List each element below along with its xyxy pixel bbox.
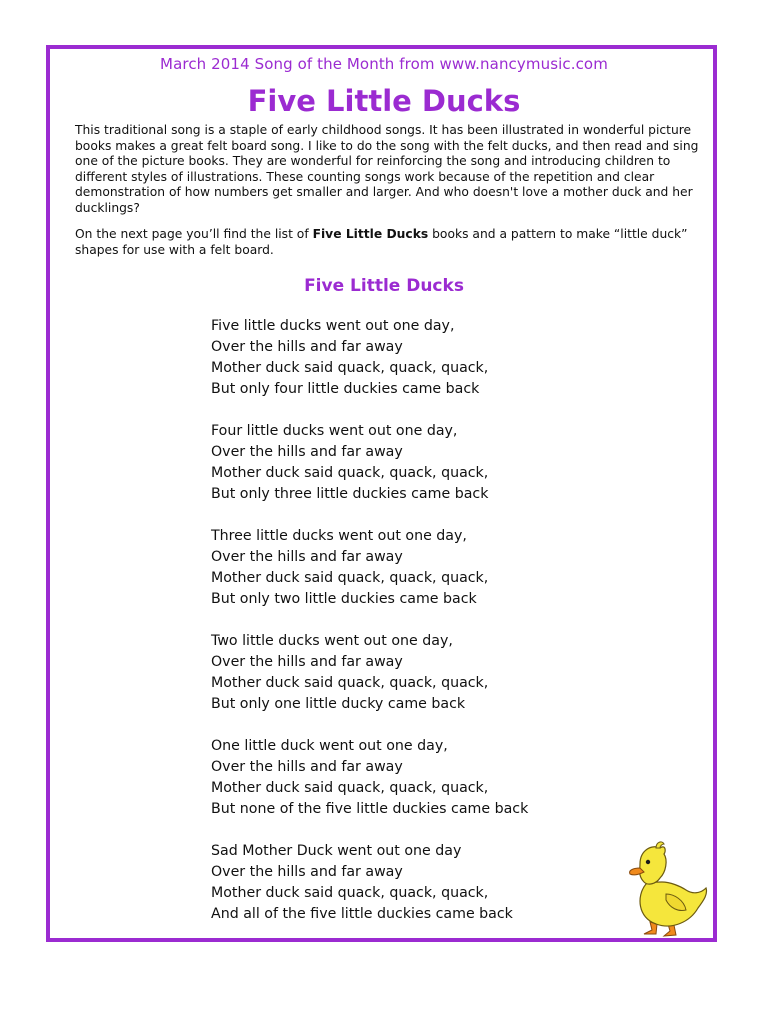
lyric-line: And all of the five little duckies came back — [211, 906, 513, 922]
intro-paragraph: This traditional song is a staple of early childhood songs. It has been illustrated in wonderful picture books makes a great felt board song. I like to do the song with the felt ducks, and then read and sing one of the picture books. They are wonderful for reinforcing the song and introducing children to different styles of illustrations. These counting songs work because of the repetition and clear demonstration of how numbers get smaller and larger. And who doesn't love a mother duck and her ducklings? — [75, 123, 699, 215]
next-page-suffix: books and a pattern to make “little duck” shapes for use with a felt board. — [75, 227, 688, 257]
duck-head — [640, 847, 666, 884]
duck-eye — [646, 860, 650, 864]
lyric-line: Five little ducks went out one day, — [211, 318, 455, 334]
verse-2 — [211, 421, 631, 505]
next-page-prefix: On the next page you’ll find the list of — [75, 227, 313, 241]
verse-5 — [211, 736, 631, 820]
lyric-line: But only one little ducky came back — [211, 696, 466, 712]
book-title-reference: Five Little Ducks — [312, 227, 429, 241]
lyric-line: Over the hills and far away — [211, 444, 403, 460]
lyric-line: Two little ducks went out one day, — [211, 633, 453, 649]
lyric-line: One little duck went out one day, — [211, 738, 448, 754]
verse-6 — [211, 841, 631, 925]
song-title: Five Little Ducks — [304, 276, 464, 296]
verse-1 — [211, 316, 631, 400]
verse-4 — [211, 631, 631, 715]
lyric-line: Mother duck said quack, quack, quack, — [211, 885, 489, 901]
song-lyrics — [211, 316, 631, 946]
lyric-line: But none of the five little duckies came back — [211, 801, 529, 817]
duckling-icon — [626, 838, 710, 938]
lyric-line: But only three little duckies came back — [211, 486, 489, 502]
lyric-line: Mother duck said quack, quack, quack, — [211, 675, 489, 691]
lyric-line: Over the hills and far away — [211, 549, 403, 565]
lyric-line: Three little ducks went out one day, — [211, 528, 467, 544]
verse-3 — [211, 526, 631, 610]
lyric-line: Mother duck said quack, quack, quack, — [211, 570, 489, 586]
lyric-line: Four little ducks went out one day, — [211, 423, 458, 439]
lyric-line: Sad Mother Duck went out one day — [211, 843, 462, 859]
next-page-note — [75, 227, 700, 258]
lyric-line: Mother duck said quack, quack, quack, — [211, 780, 489, 796]
lyric-line: Over the hills and far away — [211, 864, 403, 880]
lyric-line: Over the hills and far away — [211, 339, 403, 355]
lyric-line: Mother duck said quack, quack, quack, — [211, 360, 489, 376]
lyric-line: But only two little duckies came back — [211, 591, 477, 607]
page-subtitle: March 2014 Song of the Month from www.nancymusic.com — [160, 55, 608, 73]
lyric-line: Mother duck said quack, quack, quack, — [211, 465, 489, 481]
lyric-line: But only four little duckies came back — [211, 381, 480, 397]
page-title: Five Little Ducks — [247, 84, 521, 118]
lyric-line: Over the hills and far away — [211, 759, 403, 775]
lyric-line: Over the hills and far away — [211, 654, 403, 670]
